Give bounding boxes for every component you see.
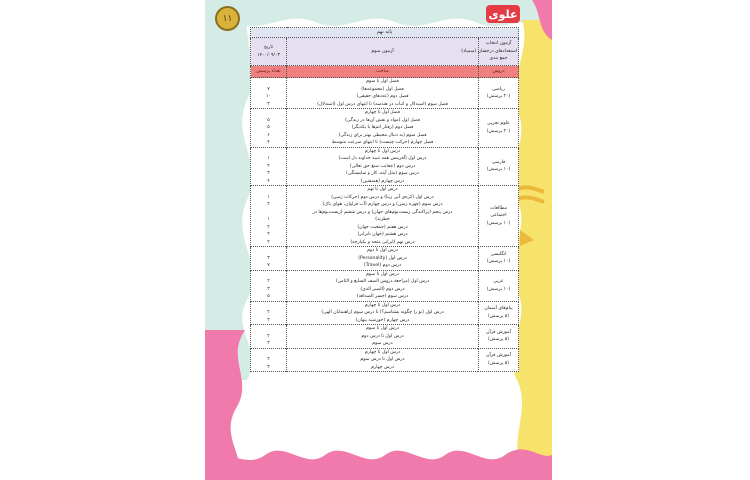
page-number: ۱۱ <box>222 13 233 24</box>
col-header-count: تعداد پرسش <box>251 66 287 78</box>
table-row <box>251 270 519 301</box>
date-value: ۱۴۰۰/۰۹/۰۳ <box>257 52 280 58</box>
question-count-cell: ۲ ۳ ۵ <box>251 270 287 301</box>
question-count-cell: ۲ ۳ <box>251 301 287 325</box>
table-row <box>251 109 519 148</box>
question-count-cell: ۱ ۲ ۱ ۲ ۲ ۲ <box>251 186 287 247</box>
subject-cell: فارسی (۱۰ پرسش) <box>479 147 519 186</box>
col-header-subject: دروس <box>479 66 519 78</box>
topics-cell: درس اول تا چهارم درس اول (آفرینش همه تنبیه خداوند دل است) درس دوم (عجایب صنع حق تعالی) درس سوم (مثل آینه، کار و شایستگی) درس چهارم (همنشین) <box>287 147 479 186</box>
subject-cell: آموزش قرآن (۵ پرسش) <box>479 348 519 372</box>
table-row <box>251 78 519 109</box>
topics-cell: درس اول تا چهارم درس اول تا درس سوم درس چهارم <box>287 348 479 372</box>
topics-cell: درس اول تا سوم درس اول (مراجعة دروس الصف السابع و الثامن) درس دوم (الصبر الذی) درس سوم (جسر الصداقة) <box>287 270 479 301</box>
table-row <box>251 247 519 271</box>
exam-name: آزمون سوم <box>287 38 479 66</box>
table-row <box>251 348 519 372</box>
subject-cell: عربی (۱۰ پرسش) <box>479 270 519 301</box>
table-row <box>251 147 519 186</box>
exam-type: آزمون انتخاب استعدادهای درخشان (سمپاد) جمع بندی <box>479 38 519 66</box>
topics-cell: درس اول تا دوم درس اول (Personality) درس دوم (Travel) <box>287 247 479 271</box>
question-count-cell: ۱ ۲ ۳ ۴ <box>251 147 287 186</box>
subject-cell: مطالعات اجتماعی (۱۰ پرسش) <box>479 186 519 247</box>
topics-cell: درس اول تا نهم درس اول (کره‌ی آبی زیبا) و درس دوم (حرکات زمین) درس سوم (چهره زمین) و درس چهارم (آب فراوان، هوای پاک) درس پنجم (پراکندگی زیست‌بوم‌های جهان) و درس ششم (زیست‌بوم‌ها در خطرند) درس هفتم (جمعیت جهان) درس هشتم (جهان نابرابر) درس نهم (ایرانی متحد و یکپارچه) <box>287 186 479 247</box>
exam-date <box>251 38 287 66</box>
subject-cell: آموزش قرآن (۵ پرسش) <box>479 325 519 349</box>
subject-cell: انگلیسی (۱۰ پرسش) <box>479 247 519 271</box>
subject-cell: علوم تجربی (۲۰ پرسش) <box>479 109 519 148</box>
grade-title-row <box>251 28 519 38</box>
page-number-badge <box>215 6 240 31</box>
table-row <box>251 186 519 247</box>
table-row <box>251 325 519 349</box>
column-header-row <box>251 66 519 78</box>
topics-cell: فصل اول تا سوم فصل اول (مجموعه‌ها) فصل دوم (عددهای حقیقی) فصل سوم (استدلال و اثبات در هندسه) تا انتهای درس اول (استدلال) <box>287 78 479 109</box>
question-count-cell: ۲ ۳ <box>251 325 287 349</box>
exam-info-row <box>251 38 519 66</box>
syllabus-rows <box>251 78 519 372</box>
pink-wavy-frame-bottom <box>205 440 552 480</box>
subject-cell: پیام‌های آسمان (۵ پرسش) <box>479 301 519 325</box>
question-count-cell: ۳ ۷ <box>251 247 287 271</box>
date-label: تاریخ <box>263 45 274 50</box>
col-header-topics: مباحث <box>287 66 479 78</box>
brand-name: علوی <box>488 7 518 21</box>
topics-cell: درس اول تا سوم درس اول تا درس دوم درس سوم <box>287 325 479 349</box>
grade-title: پایه نهم <box>251 28 519 38</box>
exam-syllabus-table <box>250 27 519 372</box>
subject-cell: ریاضی (۲۰ پرسش) <box>479 78 519 109</box>
question-count-cell: ۲ ۳ <box>251 348 287 372</box>
brand-logo <box>486 5 520 23</box>
question-count-cell: ۷ ۱۰ ۳ <box>251 78 287 109</box>
topics-cell: درس اول تا چهارم درس اول (تو را چگونه بشناسم؟) تا درس سوم (راهنمایان الهی) درس چهارم (خورشید پنهان) <box>287 301 479 325</box>
table-row <box>251 301 519 325</box>
topics-cell: فصل اول تا چهارم فصل اول (مواد و نقش آن‌ها در زندگی) فصل دوم (رفتار اتم‌ها با یکدیگر) فصل سوم (به دنبال محیطی بهتر برای زندگی) فصل چهارم (حرکت چیست) تا انتهای سرعت متوسط <box>287 109 479 148</box>
question-count-cell: ۵ ۵ ۶ ۴ <box>251 109 287 148</box>
